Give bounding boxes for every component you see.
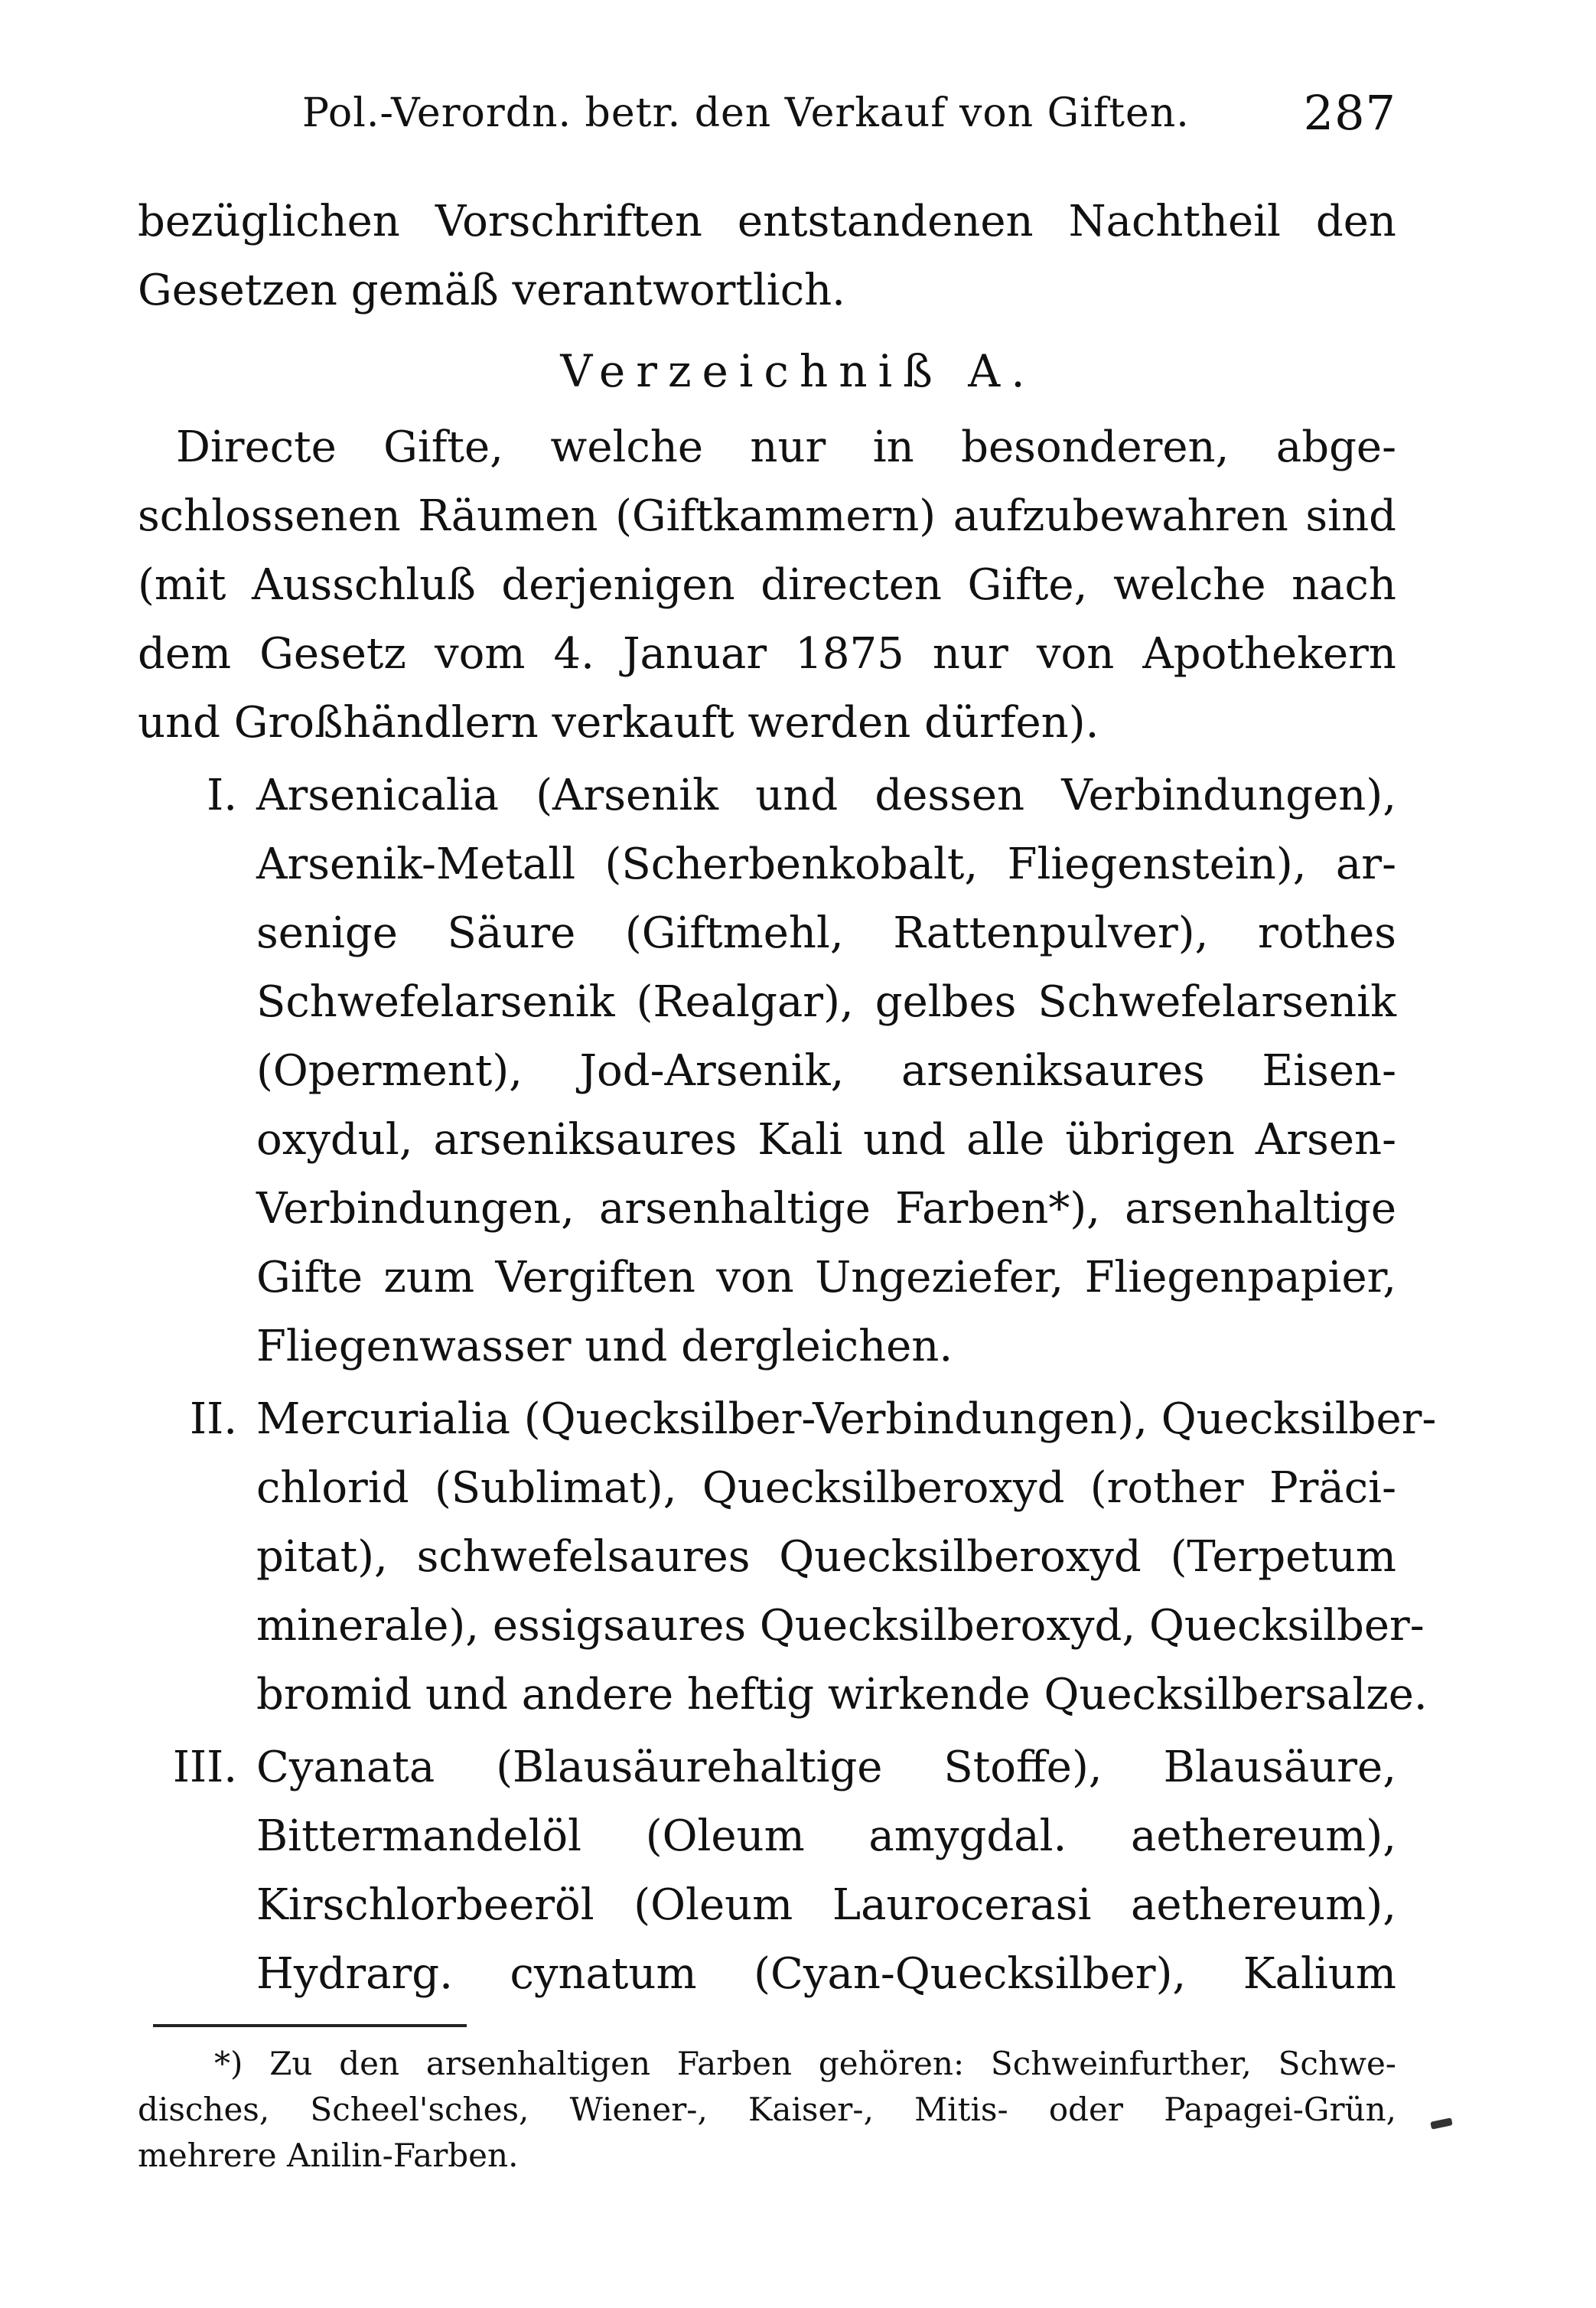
footnote-line: disches, Scheel'sches, Wiener-, Kaiser-, Mitis- oder Papagei-Grün, [138,2091,1396,2128]
group-line: Schwefelarsenik (Realgar), gelbes Schwefelarsenik [256,977,1396,1027]
group-line: chlorid (Sublimat), Quecksilberoxyd (rother Präci- [256,1463,1396,1513]
group-line: senige Säure (Giftmehl, Rattenpulver), rothes [256,908,1396,958]
footnote-line: mehrere Anilin-Farben. [138,2137,519,2174]
intro-line: bezüglichen Vorschriften entstandenen Nachtheil den [138,197,1396,246]
group-numeral: III. [172,1742,237,1792]
group-line: Bittermandelöl (Oleum amygdal. aethereum), [256,1811,1396,1861]
group-line: pitat), schwefelsaures Quecksilberoxyd (Terpetum [256,1532,1396,1582]
ink-smudge [1430,2117,1452,2130]
group-numeral: I. [207,771,237,820]
group-line: (Operment), Jod-Arsenik, arseniksaures Eisen- [256,1046,1396,1096]
preamble-line: Directe Gifte, welche nur in besonderen, abge- [176,422,1396,472]
page-number: 287 [1303,85,1396,141]
preamble-line: schlossenen Räumen (Giftkammern) aufzubewahren sind [138,491,1396,541]
preamble-line: dem Gesetz vom 4. Januar 1875 nur von Apothekern [138,629,1396,679]
group-line: oxydul, arseniksaures Kali und alle übrigen Arsen- [256,1115,1396,1165]
preamble-line: (mit Ausschluß derjenigen directen Gifte, welche nach [138,560,1396,610]
footnote-rule [153,2024,467,2027]
preamble-line: und Großhändlern verkauft werden dürfen). [138,698,1099,748]
running-head-title: Pol.-Verordn. betr. den Verkauf von Giften. [302,90,1190,136]
footnote-line: *) Zu den arsenhaltigen Farben gehören: Schweinfurther, Schwe- [214,2045,1396,2082]
group-line: minerale), essigsaures Quecksilberoxyd, Quecksilber- [256,1601,1425,1651]
group-line: Verbindungen, arsenhaltige Farben*), arsenhaltige [256,1184,1396,1234]
running-head [302,83,1396,144]
group-line: Mercurialia (Quecksilber-Verbindungen), Quecksilber- [256,1394,1437,1444]
group-line: Gifte zum Vergiften von Ungeziefer, Fliegenpapier, [256,1253,1396,1302]
group-numeral: II. [189,1394,237,1444]
group-line: bromid und andere heftig wirkende Quecksilbersalze. [256,1670,1428,1720]
group-line: Hydrarg. cynatum (Cyan-Quecksilber), Kalium [256,1949,1396,1999]
intro-line: Gesetzen gemäß verantwortlich. [138,266,845,315]
group-line: Fliegenwasser und dergleichen. [256,1322,953,1371]
group-line: Cyanata (Blausäurehaltige Stoffe), Blausäure, [256,1742,1396,1792]
section-heading: Verzeichniß A. [560,345,1036,397]
group-line: Arsenik-Metall (Scherbenkobalt, Fliegenstein), ar- [256,839,1396,889]
group-line: Arsenicalia (Arsenik und dessen Verbindungen), [256,771,1396,820]
group-line: Kirschlorbeeröl (Oleum Laurocerasi aethereum), [256,1880,1396,1930]
